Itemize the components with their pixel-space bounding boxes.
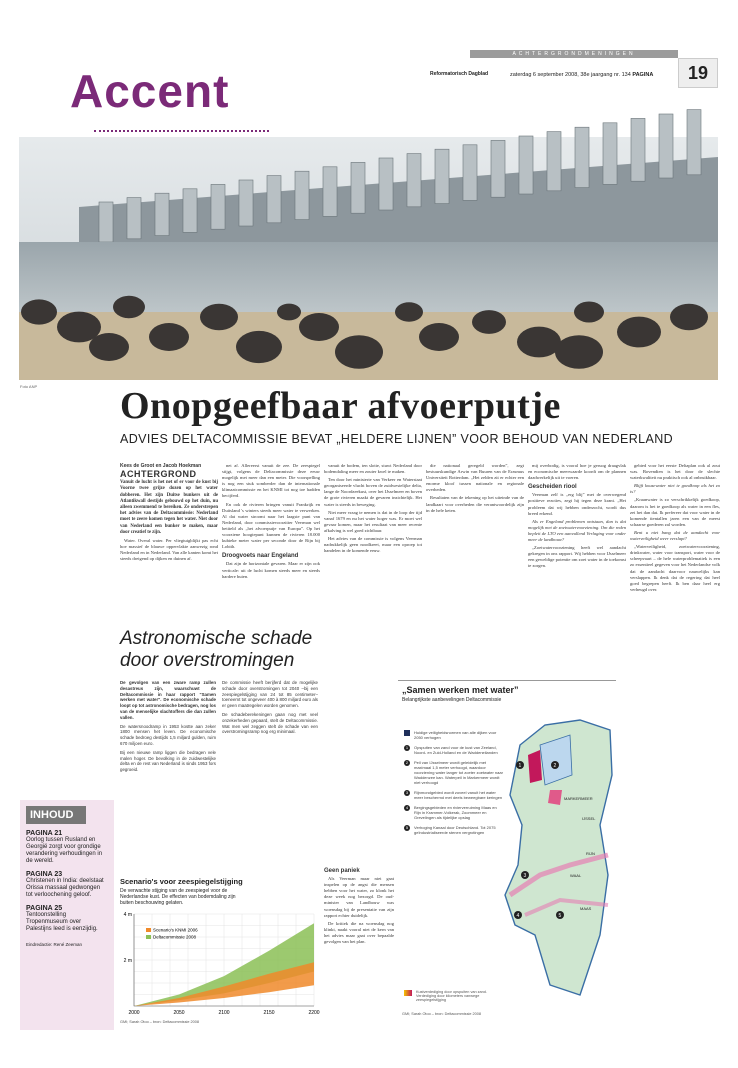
- editor-credit: Eindredactie: René Zeeman: [26, 942, 83, 947]
- article-column-5: [528, 463, 626, 673]
- barrier-pillar: [323, 167, 337, 217]
- paragraph: De kritiek die na woensdag nog klinkt, naakt vooral niet de kern van het advies maar gaat over bepaalde gevolgen van het plan.: [324, 920, 394, 945]
- rock: [149, 323, 189, 351]
- interview-question: Als er Engeland problemen ontstaan, dan is dat mogelijk met de zoetwatervoorziening. Om die reden bepleit de LTO een aanvullend Verlaging voor onder meer de landbouw?: [528, 518, 626, 543]
- map-subtitle: Belangrijkste aanbevelingen Deltacommissie: [402, 697, 502, 703]
- interview-question: Bent u niet bang dat de aandacht voor waterveiligheid weer verslapt?: [630, 529, 720, 542]
- rock: [89, 333, 129, 361]
- svg-text:4: 4: [516, 913, 520, 919]
- markermeer-area: [548, 790, 562, 805]
- legend-number: 4: [405, 805, 409, 810]
- rock: [277, 304, 301, 321]
- svg-text:5: 5: [558, 913, 562, 919]
- section-bar: ACHTERGRONDMENINGEN: [470, 50, 678, 58]
- svg-text:3: 3: [523, 873, 527, 879]
- sea-level-chart: [118, 908, 318, 1018]
- article-column-4: [426, 463, 524, 673]
- legend-number: 3: [405, 790, 409, 795]
- article-column-1: [120, 463, 218, 623]
- barrier-pillar: [99, 202, 113, 242]
- sidebar-paragraph: De watersnoodramp in 1953 kostte aan zeker 1800 mensen het leven. De economische schade bedroeg destijds 1,5 miljard gulden, ruim 670 miljoen euro.: [120, 723, 216, 746]
- rock: [21, 299, 57, 324]
- section-title: Accent: [70, 65, 230, 117]
- rock: [617, 317, 661, 348]
- byline: Kees de Groot en Jacob Hoekman: [120, 463, 202, 469]
- paragraph: Het advies van de commissie is volgens Veerman nadrukkelijk geen noodkreet, maar een oproep tot handelen in de komende eeuw.: [324, 536, 422, 554]
- legend-swatch: [404, 730, 410, 736]
- barrier-pillar: [379, 158, 393, 210]
- map-footnote: Kustverdediging door opspuiten van zand. Verdediging door kilometers vanwege zeespiegelstijging: [404, 990, 504, 1002]
- sidebar-paragraph: De schadeberekeningen gaan nog met veel onzekerheden gepaard, stelt de Deltacommissie. Wat men wel zeggen stelt de schade van een overstromingsramp nog erg minimaal.: [222, 711, 318, 735]
- contents-title: INHOUD: [26, 806, 86, 824]
- subheading: Gescheiden riool: [528, 484, 577, 491]
- publication-name: Reformatorisch Dagblad: [430, 71, 489, 77]
- legend-number: 2: [405, 760, 409, 765]
- chart-legend-swatch: [146, 928, 151, 932]
- map-label-rijn: RIJN: [586, 851, 595, 856]
- date-line: zaterdag 6 september 2008, 38e jaargang nr. 134 PAGINA: [510, 72, 654, 78]
- sidebar-column-2: [222, 680, 318, 870]
- chart-legend-label: Scenario's KNMI 2006: [153, 927, 198, 933]
- barrier-pillar: [575, 127, 589, 187]
- legend-swatch: [404, 990, 412, 996]
- paragraph: vanuit de bodem, ten slotte, stuwt Nederland door bodemdaling meer en zouter kwel te maken.: [324, 463, 422, 475]
- rock: [299, 313, 339, 341]
- lead-paragraph: Vanuit de lucht is het net of er voor de kust bij Voorne twee grijze dozen op het water dobberen. Het zijn Duitse bunkers uit de Atlantikwall destijds gebouwd op het duin, nu alleen zwemmend te bereiken. Ze onderstrepen het advies van de Deltacommissie: Nederland moet te zeere komen tegen het water. Niet door van Nederland een bunker te maken, maar door creatief te zijn.: [120, 480, 218, 535]
- chart-legend-label: Deltacommissie 2008: [153, 934, 197, 940]
- chart-x-tick: 2000: [128, 1010, 140, 1016]
- chart-legend-swatch: [146, 935, 151, 939]
- rock: [236, 331, 282, 363]
- barrier-pillar: [211, 184, 225, 229]
- page-label: PAGINA: [632, 72, 654, 78]
- barrier-pillar: [659, 114, 673, 178]
- chart-x-tick: 2200: [308, 1010, 320, 1016]
- paragraph: gebied voor het eerste Deltaplan ook al zout was. Bovendien is het door de slechte waterkwaliteit nu praktisch ook al onbruikbaar.: [630, 463, 720, 481]
- barrier-pillar: [519, 136, 533, 194]
- svg-text:1: 1: [518, 763, 522, 769]
- sidebar-paragraph: De commissie heeft berijferd dat de mogelijke schade door overstromingen tot 2040 –bij een zeespiegelstijging van 24 tot 85 centimeter– toeneemt tot ongeveer 400 à 800 miljard euro als er geen maatregelen worden genomen.: [222, 680, 318, 709]
- chart-y-tick: 4 m: [123, 912, 132, 918]
- sidebar-paragraph: Bij een nieuwe ramp liggen die bedragen vele malen hoger. De bevolking in de zuidwestelijke delta en de rest van Nederland is sinds 1953 fors gegroeid.: [120, 749, 216, 773]
- rock: [395, 302, 423, 322]
- netherlands-map: [500, 705, 618, 1005]
- paragraph: Dat zijn de horizontale gevaren. Maar er zijn ook verticale: uit de lucht komen steeds meer en steeds hardere buien.: [222, 561, 320, 579]
- sidebar-column-1: [120, 680, 216, 870]
- barrier-pillar: [295, 171, 309, 219]
- legend-number: 5: [405, 825, 409, 830]
- chart-x-tick: 2150: [263, 1010, 275, 1016]
- barrier-pillar: [407, 154, 421, 207]
- hero-photo: [19, 137, 718, 380]
- rock: [555, 335, 603, 369]
- barrier-pillar: [631, 118, 645, 181]
- contents-item[interactable]: PAGINA 23 Christenen in India: deelstaat Orissa massaal gedwongen tot verloochening geloof.: [26, 871, 104, 898]
- rock: [335, 335, 383, 369]
- article-column-6: [630, 463, 720, 763]
- legend-number: 1: [405, 745, 409, 750]
- rock: [517, 327, 561, 358]
- paragraph: „Waterveiligheid, zoetwatervoorziening, drinkwater, water voor transport, water voor de scheepvaart – de hele waterproblematiek is een zo essentieel gegeven voor het Nederlandse volk dat de aandacht daarvoor nauwelijks kan verslappen. Ik denk dat de regering dat heel goed begrepen heeft. Ik ben daar heel erg verheugd over.: [630, 544, 720, 592]
- map-legend: Huidige veiligheidsnormen van alle dijken voor 2050 verhogen 1 Opspuiten van zand voor de kust van Zeeland, Noord- en Zuid-Holland en de Waddeneilanden 2 Peil van IJsselmeer wordt geleidelijk met maximaal 1,5 meter verhoogd, waardoor voorziening water langer tot zoeter zoetwater naar Waddenzee kan. Waterpeil in Markermeer wordt niet verhoogd 3 Rijnmondgebied wordt zoveel vanuit het water meer beschermd met deels beweegbare keringen 4 Bergingsgebieden en rivierverruiming Maas en Rijn in Krammer-Volkerak, Zoommeer en Grevelingen als tijdelijke opslag 5 Verhoging Kanaal door Deutschland. Tot 2075 geïndustrialiseerde stenen vergrotingen: [405, 730, 503, 835]
- subheading: Droogvoets naar Engeland: [222, 553, 299, 560]
- map-source: GMI; Sarah Otoo – bron: Deltacommissie 2008: [402, 1012, 481, 1016]
- paragraph: die nationaal geregeld worden”, zegt bestuurskundige Arwin van Buuren van de Erasmus Universiteit Rotterdam. „Het zelden zit er echter een enorme kloof tussen nationale en regionale overheden.: [426, 463, 524, 493]
- article-column-2: [222, 463, 320, 623]
- barrier-pillar: [603, 123, 617, 185]
- rock: [200, 304, 238, 331]
- barrier-pillar: [435, 149, 449, 203]
- chart-x-tick: 2100: [218, 1010, 230, 1016]
- paragraph: Ten door het ministerie van Verkeer en Waterstaat georganiseerde vlucht boven de zuidwestelijke delta, lange de Noordzeekust, over het IJsselmeer en boven de grote rivieren maakt de gevaren inzichtelijk. Het water is steeds in beweging.: [324, 477, 422, 507]
- barrier-pillar: [351, 162, 365, 213]
- rock: [419, 323, 459, 351]
- chart-x-tick: 2050: [173, 1010, 185, 1016]
- rock: [113, 296, 145, 318]
- barrier-pillar: [547, 132, 561, 191]
- pull-quote: Astronomische schade door overstromingen: [120, 628, 313, 671]
- chart-y-tick: 2 m: [123, 958, 132, 964]
- barrier-pillar: [127, 198, 141, 239]
- noord-holland-area: [528, 750, 542, 783]
- map-label-waal: WAAL: [570, 873, 582, 878]
- paragraph: net af. Allereerst vanuit de zee. De zeespiegel stijgt, volgens de Deltacommissie deze eeuw mogelijk met meer dan een meter. Die voorspelling is nog een stuk somberder dan de internationale klimaatcommissie en het KNMI tot nog toe hadden becijferd.: [222, 463, 320, 499]
- rock: [574, 302, 604, 323]
- paragraph: Resultaten van de tekening op het uiteinde van de landkaart voor overheden die verantwoordelijk zijn in de hele keten.: [426, 495, 524, 513]
- interview-question: Blijft kousewater niet te goedkoop als het zo is?: [630, 483, 720, 495]
- map-label-maas: MAAS: [580, 906, 592, 911]
- page-number: 19: [678, 58, 718, 88]
- paragraph: Veerman zelf is „erg blij” met de overwegend positieve reacties, zegt hij tegen deze krant. „Het probleem dat wij hebben onderzocht, wordt dus breed erkend.: [528, 492, 626, 516]
- sidebar-lead: De gevolgen van een zware ramp zullen desastreus zijn, waarschuwt de Deltacommissie in haar rapport "Samen werken met water". De economische schade loopt op tot astronomische bedragen, nog los van de menselijke slachtoffers die dan zullen vallen.: [120, 680, 216, 720]
- contents-item[interactable]: PAGINA 21 Oorlog tussen Rusland en Georgië zorgt voor grondige verandering verhoudingen in de wereld.: [26, 830, 103, 864]
- paragraph: „Zoetwatervoorziening heeft wel aandacht gekregen in ons rapport. Wij hebben voor IJsselmeer een geweldige potentie om zoet water in de toekomst te zorgen.: [528, 545, 626, 569]
- contents-item[interactable]: PAGINA 25 Tentoonstelling Tropenmuseum over Palestijns leed is eenzijdig.: [26, 905, 98, 932]
- chart-source: GMI; Sarah Otoo – bron: Deltacommissie 2008: [120, 1020, 199, 1024]
- barrier-pillar: [239, 180, 253, 226]
- headline: Onopgeefbaar afvoerputje: [120, 385, 561, 427]
- rock: [472, 310, 506, 334]
- map-label-ijssel: IJSSEL: [582, 816, 596, 821]
- subheading: Geen paniek: [324, 868, 360, 874]
- barrier-pillar: [687, 110, 701, 175]
- paragraph: mij overbodig, is vooral hoe je geruog draagvlak en economische meerwaarde koordt om de plannen daadwerkelijk uit te voeren.: [528, 463, 626, 481]
- subheadline: ADVIES DELTACOMMISSIE BEVAT „HELDERE LIJNEN” VOOR BEHOUD VAN NEDERLAND: [120, 432, 674, 446]
- barrier-pillar: [491, 140, 505, 197]
- article-column-3b: [324, 865, 394, 1015]
- contents-box: [20, 800, 114, 1030]
- paragraph: „Kraanwater is zo verschrikkelijk goedkoop, daarom is het te goedkoop als water in een fles, zei het dan dat. Ik prefereer dat voor water in de komende tientallen jaren een van de meest schaarse goederen zal worden.: [630, 497, 720, 527]
- chart-title: Scenario's voor zeespiegelstijging: [120, 877, 243, 886]
- barrier-pillar: [267, 176, 281, 223]
- paragraph: Water. Overal water. Per vliegtuigblijkt pas echt hoe massief de blauwe oppervlakte aanwezig rond Nederland en in Nederland. Van alle kanten komt het steeds dreigend op dijken en duinen af.: [120, 538, 218, 562]
- chart-subtitle: De verwachte stijging van de zeespiegel voor de Nederlandse kust. De effecten van bodemdaling zijn buiten beschouwing gelaten.: [120, 888, 236, 906]
- paragraph: Niet meer vraag te nemen is dat in de loop der tijd vanaf 1679 en nu het water hoger was. Er moet wel gevaar komen, maar het resultaat van meer recente afkalving is wel goed zichtbaar.: [324, 509, 422, 533]
- dotted-divider: [94, 130, 269, 132]
- paragraph: En ook de rivieren bringen vanuit Frankrijk en Duitsland 's winters steeds meer water te verwerken. Al dat water stroomt naar het laagste punt van Nederland, door commissievoorzitter Veerman wel betiteld als „het afvoerputje van Europa”. Op het voorziene hoogtepunt kunnen de rivieren 18.000 kubieke meter water per seconde door de Rijn bij Lobith.: [222, 501, 320, 550]
- svg-text:2: 2: [553, 763, 557, 769]
- map-title: „Samen werken met water”: [402, 685, 519, 695]
- barrier-pillar: [463, 145, 477, 201]
- rock: [670, 304, 708, 331]
- barrier-pillar: [183, 189, 197, 233]
- photo-credit: Foto ANP: [20, 384, 38, 389]
- barrier-pillar: [155, 193, 169, 235]
- map-label-markermeer: MARKERMEER: [564, 796, 593, 801]
- paragraph: Als Veerman maar niet gaat inspelen op de angst die mensen hebben voor het water, zo klonk het deze week nog bezorgd. De oud-minister van Landbouw was woensdag bij de presentatie van zijn rapport echter duidelijk.: [324, 876, 394, 918]
- kicker: ACHTERGROND: [120, 469, 197, 480]
